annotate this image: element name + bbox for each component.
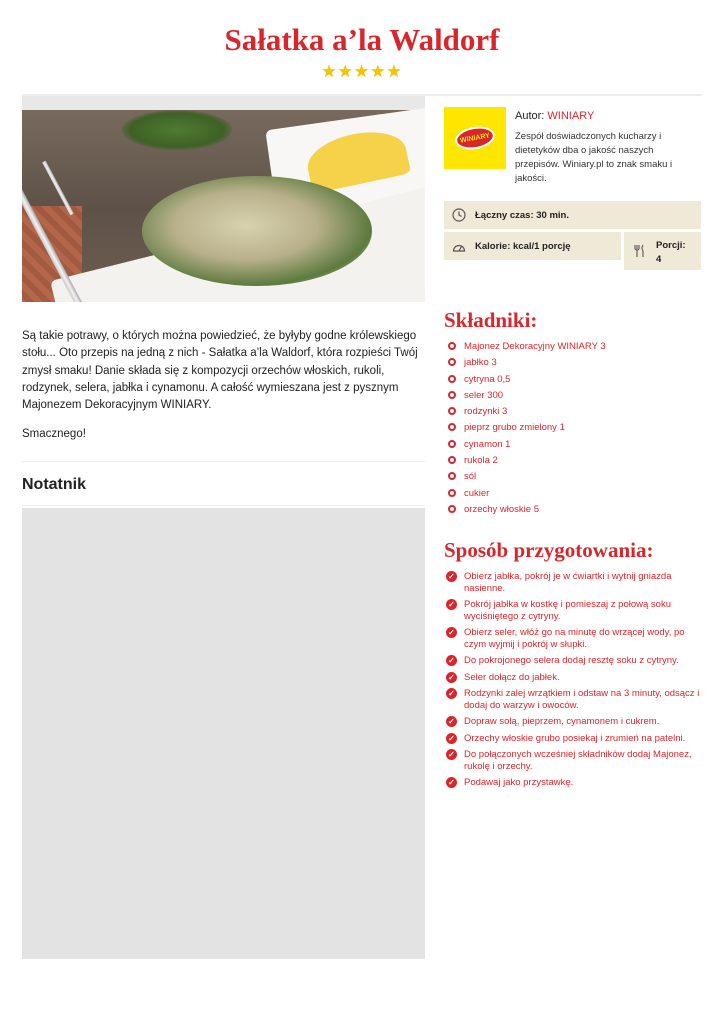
bullet-circle-icon [448,423,456,431]
bullet-circle-icon [448,407,456,415]
ingredient-text: cynamon 1 [464,438,511,450]
preparation-step [446,688,704,711]
check-icon: ✓ [446,777,457,788]
check-icon: ✓ [446,627,457,638]
ingredient-text: seler 300 [464,389,504,401]
preparation-step [446,599,704,622]
check-icon: ✓ [446,571,457,582]
star-icon: ★ [370,62,387,81]
ingredient-item [448,454,703,470]
ingredient-item [448,421,703,437]
preparation-step [446,777,704,789]
cutlery-icon [632,244,646,258]
author-logo[interactable] [444,107,506,169]
step-text: Do połączonych wcześniej składników dodaj Majonez, rukolę i orzechy. [464,749,692,772]
bullet-circle-icon [448,440,456,448]
bullet-circle-icon [448,489,456,497]
star-icon: ★ [337,62,354,81]
check-icon: ✓ [446,599,457,610]
ingredient-item [448,340,703,356]
ingredient-item [448,373,703,389]
total-time-box [444,201,701,229]
notes-heading: Notatnik [22,476,86,493]
preparation-step [446,733,704,745]
ingredient-text: pieprz grubo zmielony 1 [464,422,565,434]
greeting: Smacznego! [22,428,86,440]
winiary-logo-icon: WINIARY [453,124,496,153]
preparation-step [446,627,704,650]
ingredient-item [448,389,703,405]
check-icon: ✓ [446,655,457,666]
star-icon: ★ [321,62,338,81]
recipe-intro: Są takie potrawy, o których można powiedzieć, że byłyby godne królewskiego stołu... Oto przepis na jedną z nich - Sałatka a’la Waldorf, która rozpieści Twój zmysł smaku! Danie składa się z kompozycji orzechów włoskich, rukoli, rodzynek, selera, jabłka i cynamonu. A całość wymieszana jest z pysznym Majonezem Dekoracyjnym WINIARY. [22,330,418,412]
step-text: Dopraw solą, pieprzem, cynamonem i cukrem. [464,716,660,727]
ingredient-text: cukier [464,487,490,499]
author-link[interactable]: WINIARY [547,110,595,122]
check-icon: ✓ [446,688,457,699]
bullet-circle-icon [448,391,456,399]
step-text: Pokrój jabłka w kostkę i pomieszaj z połową soku wyciśniętego z cytryny. [464,599,671,622]
ingredient-item [448,438,703,454]
ingredient-item [448,470,703,486]
bullet-circle-icon [448,342,456,350]
step-text: Podawaj jako przystawkę. [464,777,574,788]
ingredient-text: rukola 2 [464,455,498,467]
ingredient-item [448,356,703,372]
ingredient-text: rodzynki 3 [464,406,508,418]
total-time: Łączny czas: 30 min. [475,210,569,221]
step-text: Rodzynki zalej wrzątkiem i odstaw na 3 minuty, odsącz i dodaj do warzyw i owoców. [464,688,700,711]
portions-label: Porcji: [656,240,686,251]
preparation-step [446,716,704,728]
portions-box [624,232,701,270]
check-icon: ✓ [446,733,457,744]
step-text: Seler dołącz do jabłek. [464,671,560,683]
notes-line [22,505,425,506]
ingredient-item [448,503,703,519]
preparation-step [446,749,704,772]
ingredient-item [448,487,703,503]
author-line [515,110,594,122]
check-icon: ✓ [446,749,457,760]
bullet-circle-icon [448,505,456,513]
preparation-step [446,655,704,667]
author-description: Zespół doświadczonych kucharzy i dietetyków dba o jakość naszych przepisów. Winiary.pl to znak smaku i jakości. [515,131,673,184]
notes-area[interactable] [22,508,425,959]
preparation-step [446,571,704,594]
ingredient-text: cytryna 0,5 [464,373,511,385]
rating-stars [0,62,724,82]
ingredient-item [448,405,703,421]
portions-value: 4 [656,254,662,265]
bullet-circle-icon [448,472,456,480]
recipe-photo [22,96,425,302]
clock-icon [452,208,466,222]
step-text: Do pokrojonego selera dodaj resztę soku z cytryny. [464,655,679,666]
calories: Kalorie: kcal/1 porcję [475,241,571,252]
bullet-circle-icon [448,358,456,366]
portions [656,239,686,267]
step-text: Obierz jabłka, pokrój je w ćwiartki i wytnij gniazda nasienne. [464,571,672,594]
bullet-circle-icon [448,456,456,464]
preparation-step [446,672,704,684]
preparation-steps [446,571,704,794]
ingredients-heading: Składniki: [444,308,538,332]
check-icon: ✓ [446,672,457,683]
star-icon: ★ [353,62,371,81]
notes-divider [22,461,425,462]
author-label: Autor: [515,110,545,122]
step-text: Orzechy włoskie grubo posiekaj i zrumień na patelni. [464,732,686,744]
step-text: Obierz seler, włóż go na minutę do wrzącej wody, po czym wyjmij i pokrój w słupki. [464,627,685,650]
ingredient-text: orzechy włoskie 5 [464,503,539,515]
star-icon: ★ [386,62,403,81]
recipe-title: Sałatka a’la Waldorf [224,22,500,57]
calories-box [444,232,621,260]
bullet-circle-icon [448,375,456,383]
scale-icon [452,239,466,253]
ingredient-text: Majonez Dekoracyjny WINIARY 3 [464,341,606,352]
check-icon: ✓ [446,716,457,727]
ingredient-text: sól [464,471,477,483]
ingredient-text: jabłko 3 [464,357,497,369]
preparation-heading: Sposób przygotowania: [444,538,654,562]
ingredients-list [448,340,703,519]
